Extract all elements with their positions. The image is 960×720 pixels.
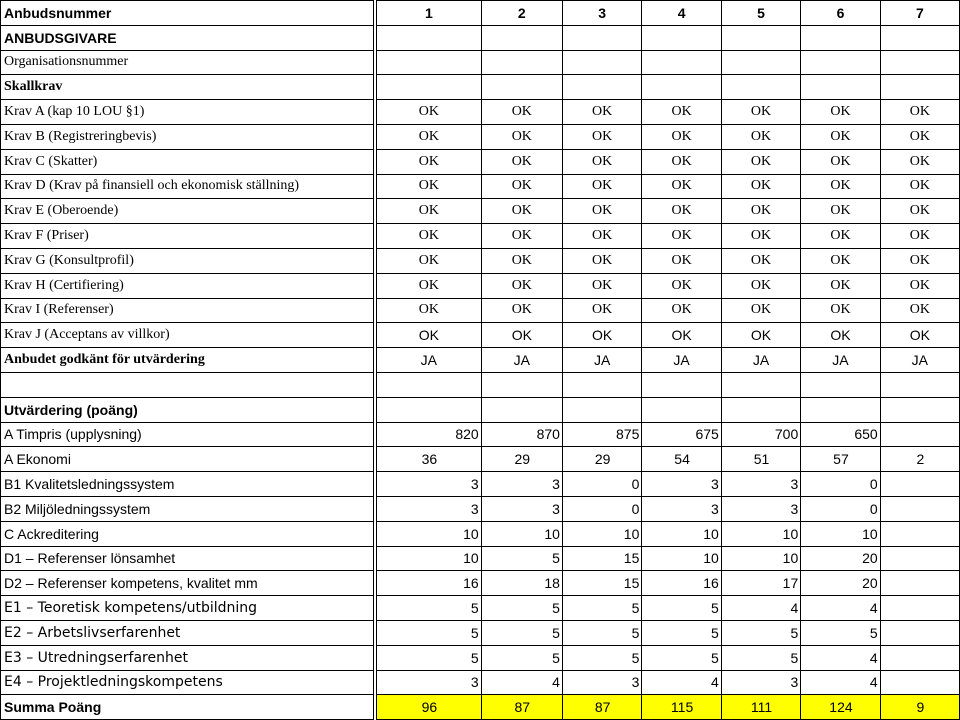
value-cell[interactable]: OK <box>721 224 800 249</box>
e1-row <box>1 596 960 621</box>
value-cell[interactable]: OK <box>642 124 721 149</box>
value-cell[interactable]: OK <box>801 224 880 249</box>
value-cell[interactable]: OK <box>801 124 880 149</box>
value-cell[interactable]: OK <box>721 199 800 224</box>
value-cell[interactable]: 54 <box>642 447 721 472</box>
value-cell[interactable]: 5 <box>375 596 481 621</box>
value-cell[interactable]: OK <box>642 100 721 125</box>
row-label[interactable]: Krav I (Referenser) <box>1 298 376 323</box>
value-cell[interactable]: 3 <box>375 496 481 521</box>
value-cell[interactable]: OK <box>880 248 959 273</box>
value-cell[interactable]: 10 <box>642 521 721 546</box>
value-cell[interactable]: 15 <box>562 571 641 596</box>
value-cell[interactable]: 3 <box>642 496 721 521</box>
value-cell[interactable]: OK <box>562 149 641 174</box>
value-cell[interactable] <box>880 25 959 50</box>
value-cell[interactable]: OK <box>721 124 800 149</box>
value-cell[interactable]: OK <box>481 199 562 224</box>
value-cell[interactable]: 10 <box>562 521 641 546</box>
krav-i-row <box>1 298 960 323</box>
value-cell[interactable] <box>562 397 641 422</box>
row-label[interactable]: Krav H (Certifiering) <box>1 273 376 298</box>
value-cell[interactable]: OK <box>481 100 562 125</box>
value-cell[interactable]: 10 <box>375 521 481 546</box>
krav-e-row <box>1 199 960 224</box>
value-cell[interactable] <box>880 521 959 546</box>
value-cell[interactable]: 3 <box>721 670 800 695</box>
skallkrav-row <box>1 75 960 100</box>
value-cell[interactable] <box>880 472 959 497</box>
value-cell[interactable]: OK <box>375 273 481 298</box>
value-cell[interactable]: 5 <box>481 620 562 645</box>
row-label[interactable]: Organisationsnummer <box>1 50 376 75</box>
value-cell[interactable]: OK <box>375 199 481 224</box>
value-cell[interactable]: 5 <box>721 645 800 670</box>
value-cell[interactable] <box>481 75 562 100</box>
value-cell[interactable]: 10 <box>721 546 800 571</box>
value-cell[interactable]: 675 <box>642 422 721 447</box>
value-cell[interactable] <box>880 75 959 100</box>
value-cell[interactable]: OK <box>375 323 481 348</box>
value-cell[interactable]: 5 <box>481 596 562 621</box>
bid-number-cell[interactable]: 4 <box>642 1 721 26</box>
value-cell[interactable] <box>481 372 562 397</box>
value-cell[interactable] <box>880 422 959 447</box>
value-cell[interactable]: OK <box>562 124 641 149</box>
value-cell[interactable]: 5 <box>642 596 721 621</box>
value-cell[interactable]: 3 <box>375 472 481 497</box>
header-label: Anbudsnummer <box>1 1 376 26</box>
krav-h-row <box>1 273 960 298</box>
value-cell[interactable]: 0 <box>801 496 880 521</box>
row-label[interactable]: D1 – Referenser lönsamhet <box>1 546 376 571</box>
value-cell[interactable] <box>880 496 959 521</box>
row-label[interactable]: C Ackreditering <box>1 521 376 546</box>
value-cell[interactable]: OK <box>642 298 721 323</box>
value-cell[interactable] <box>642 50 721 75</box>
value-cell[interactable] <box>880 596 959 621</box>
value-cell[interactable]: 5 <box>562 645 641 670</box>
value-cell[interactable]: OK <box>801 323 880 348</box>
value-cell[interactable]: 5 <box>721 620 800 645</box>
value-cell[interactable]: 29 <box>481 447 562 472</box>
timpris-row <box>1 422 960 447</box>
krav-d-row <box>1 174 960 199</box>
bid-number-cell[interactable]: 1 <box>375 1 481 26</box>
bid-number-cell[interactable]: 7 <box>880 1 959 26</box>
value-cell[interactable]: 0 <box>562 496 641 521</box>
value-cell[interactable]: OK <box>375 298 481 323</box>
value-cell[interactable]: 0 <box>801 472 880 497</box>
value-cell[interactable]: 96 <box>375 695 481 720</box>
value-cell[interactable]: 3 <box>562 670 641 695</box>
value-cell[interactable] <box>880 372 959 397</box>
value-cell[interactable]: 18 <box>481 571 562 596</box>
d1-row <box>1 546 960 571</box>
value-cell[interactable]: 111 <box>721 695 800 720</box>
value-cell[interactable]: OK <box>562 100 641 125</box>
value-cell[interactable]: 4 <box>721 596 800 621</box>
value-cell[interactable]: OK <box>481 273 562 298</box>
value-cell[interactable]: 3 <box>721 496 800 521</box>
summa-row <box>1 695 960 720</box>
b2-row <box>1 496 960 521</box>
value-cell[interactable]: 87 <box>562 695 641 720</box>
value-cell[interactable]: OK <box>481 124 562 149</box>
value-cell[interactable] <box>642 372 721 397</box>
header-row <box>1 1 960 26</box>
row-label[interactable] <box>1 372 376 397</box>
value-cell[interactable]: 10 <box>721 521 800 546</box>
value-cell[interactable]: 700 <box>721 422 800 447</box>
value-cell[interactable] <box>375 75 481 100</box>
value-cell[interactable]: OK <box>880 298 959 323</box>
value-cell[interactable]: OK <box>375 174 481 199</box>
value-cell[interactable] <box>375 25 481 50</box>
value-cell[interactable]: 5 <box>801 620 880 645</box>
value-cell[interactable]: OK <box>721 174 800 199</box>
row-label[interactable]: Krav E (Oberoende) <box>1 199 376 224</box>
value-cell[interactable]: 5 <box>562 596 641 621</box>
organisationsnummer-row <box>1 50 960 75</box>
bid-number-cell[interactable]: 2 <box>481 1 562 26</box>
value-cell[interactable] <box>721 397 800 422</box>
row-label[interactable]: A Ekonomi <box>1 447 376 472</box>
value-cell[interactable] <box>880 670 959 695</box>
value-cell[interactable]: OK <box>562 323 641 348</box>
value-cell[interactable]: 10 <box>375 546 481 571</box>
value-cell[interactable]: OK <box>721 323 800 348</box>
value-cell[interactable] <box>880 620 959 645</box>
value-cell[interactable]: 4 <box>801 670 880 695</box>
value-cell[interactable]: 4 <box>481 670 562 695</box>
utvardering-row <box>1 397 960 422</box>
value-cell[interactable]: OK <box>642 248 721 273</box>
e4-row <box>1 670 960 695</box>
value-cell[interactable] <box>562 372 641 397</box>
row-label[interactable]: Summa Poäng <box>1 695 376 720</box>
value-cell[interactable]: OK <box>481 224 562 249</box>
row-label[interactable]: Krav A (kap 10 LOU §1) <box>1 100 376 125</box>
row-label[interactable]: Krav F (Priser) <box>1 224 376 249</box>
e3-row <box>1 645 960 670</box>
value-cell[interactable]: 57 <box>801 447 880 472</box>
value-cell[interactable]: 3 <box>721 472 800 497</box>
krav-a-row <box>1 100 960 125</box>
value-cell[interactable]: 16 <box>375 571 481 596</box>
value-cell[interactable]: 2 <box>880 447 959 472</box>
value-cell[interactable] <box>721 75 800 100</box>
row-label[interactable]: B1 Kvalitetsledningssystem <box>1 472 376 497</box>
value-cell[interactable]: JA <box>801 348 880 373</box>
krav-j-row <box>1 323 960 348</box>
value-cell[interactable]: JA <box>880 348 959 373</box>
value-cell[interactable] <box>801 25 880 50</box>
value-cell[interactable] <box>375 397 481 422</box>
value-cell[interactable]: OK <box>642 273 721 298</box>
value-cell[interactable]: OK <box>721 298 800 323</box>
value-cell[interactable]: 4 <box>642 670 721 695</box>
value-cell[interactable] <box>880 397 959 422</box>
value-cell[interactable]: JA <box>375 348 481 373</box>
krav-g-row <box>1 248 960 273</box>
value-cell[interactable]: OK <box>562 199 641 224</box>
value-cell[interactable]: OK <box>721 248 800 273</box>
row-label[interactable]: Skallkrav <box>1 75 376 100</box>
value-cell[interactable]: JA <box>481 348 562 373</box>
value-cell[interactable]: 5 <box>481 546 562 571</box>
value-cell[interactable]: OK <box>801 248 880 273</box>
value-cell[interactable] <box>880 571 959 596</box>
value-cell[interactable]: OK <box>375 224 481 249</box>
value-cell[interactable] <box>801 397 880 422</box>
value-cell[interactable]: 4 <box>801 596 880 621</box>
value-cell[interactable]: 3 <box>481 472 562 497</box>
value-cell[interactable]: 5 <box>642 645 721 670</box>
value-cell[interactable] <box>375 50 481 75</box>
value-cell[interactable]: OK <box>880 323 959 348</box>
value-cell[interactable]: 5 <box>562 620 641 645</box>
value-cell[interactable]: OK <box>562 273 641 298</box>
value-cell[interactable]: OK <box>481 298 562 323</box>
value-cell[interactable]: OK <box>562 298 641 323</box>
value-cell[interactable]: 5 <box>481 645 562 670</box>
bid-number-cell[interactable]: 5 <box>721 1 800 26</box>
value-cell[interactable]: JA <box>642 348 721 373</box>
value-cell[interactable]: OK <box>880 199 959 224</box>
value-cell[interactable] <box>721 372 800 397</box>
krav-f-row <box>1 224 960 249</box>
row-label[interactable]: Utvärdering (poäng) <box>1 397 376 422</box>
d2-row <box>1 571 960 596</box>
value-cell[interactable] <box>721 25 800 50</box>
value-cell[interactable]: OK <box>375 124 481 149</box>
row-label[interactable]: D2 – Referenser kompetens, kvalitet mm <box>1 571 376 596</box>
value-cell[interactable]: JA <box>721 348 800 373</box>
value-cell[interactable]: 16 <box>642 571 721 596</box>
value-cell[interactable]: OK <box>481 248 562 273</box>
value-cell[interactable]: OK <box>801 273 880 298</box>
row-label[interactable]: Krav J (Acceptans av villkor) <box>1 323 376 348</box>
value-cell[interactable]: 5 <box>642 620 721 645</box>
row-label[interactable]: Krav D (Krav på finansiell och ekonomisk ställning) <box>1 174 376 199</box>
value-cell[interactable]: 10 <box>481 521 562 546</box>
value-cell[interactable]: 124 <box>801 695 880 720</box>
value-cell[interactable]: OK <box>481 323 562 348</box>
value-cell[interactable] <box>481 397 562 422</box>
value-cell[interactable]: 20 <box>801 571 880 596</box>
krav-c-row <box>1 149 960 174</box>
value-cell[interactable]: 650 <box>801 422 880 447</box>
value-cell[interactable]: 5 <box>375 620 481 645</box>
value-cell[interactable]: JA <box>562 348 641 373</box>
row-label[interactable]: ANBUDSGIVARE <box>1 25 376 50</box>
value-cell[interactable]: OK <box>880 124 959 149</box>
value-cell[interactable]: OK <box>642 323 721 348</box>
value-cell[interactable]: 51 <box>721 447 800 472</box>
value-cell[interactable]: OK <box>642 224 721 249</box>
ekonomi-row <box>1 447 960 472</box>
value-cell[interactable]: OK <box>801 174 880 199</box>
value-cell[interactable] <box>642 75 721 100</box>
value-cell[interactable]: 0 <box>562 472 641 497</box>
value-cell[interactable]: 115 <box>642 695 721 720</box>
b1-row <box>1 472 960 497</box>
value-cell[interactable]: OK <box>562 248 641 273</box>
value-cell[interactable]: OK <box>375 100 481 125</box>
value-cell[interactable] <box>481 50 562 75</box>
value-cell[interactable]: OK <box>721 149 800 174</box>
value-cell[interactable]: OK <box>642 174 721 199</box>
row-label[interactable]: E1 – Teoretisk kompetens/utbildning <box>1 596 376 621</box>
bid-number-cell[interactable]: 3 <box>562 1 641 26</box>
row-label[interactable]: Anbudet godkänt för utvärdering <box>1 348 376 373</box>
krav-b-row <box>1 124 960 149</box>
row-label[interactable]: B2 Miljöledningssystem <box>1 496 376 521</box>
value-cell[interactable]: OK <box>721 100 800 125</box>
value-cell[interactable]: OK <box>481 149 562 174</box>
value-cell[interactable]: 820 <box>375 422 481 447</box>
value-cell[interactable]: 3 <box>375 670 481 695</box>
value-cell[interactable]: OK <box>801 298 880 323</box>
value-cell[interactable]: 875 <box>562 422 641 447</box>
godkant-row <box>1 348 960 373</box>
value-cell[interactable]: 3 <box>642 472 721 497</box>
value-cell[interactable]: 5 <box>375 645 481 670</box>
value-cell[interactable] <box>880 546 959 571</box>
value-cell[interactable] <box>562 50 641 75</box>
value-cell[interactable] <box>481 25 562 50</box>
value-cell[interactable]: 3 <box>481 496 562 521</box>
row-label[interactable]: A Timpris (upplysning) <box>1 422 376 447</box>
value-cell[interactable] <box>801 372 880 397</box>
value-cell[interactable] <box>721 50 800 75</box>
row-label[interactable]: Krav C (Skatter) <box>1 149 376 174</box>
value-cell[interactable] <box>562 25 641 50</box>
value-cell[interactable] <box>801 75 880 100</box>
c-row <box>1 521 960 546</box>
value-cell[interactable] <box>642 25 721 50</box>
value-cell[interactable]: OK <box>562 224 641 249</box>
value-cell[interactable] <box>562 75 641 100</box>
row-label[interactable]: E3 – Utredningserfarenhet <box>1 645 376 670</box>
row-label[interactable]: E4 – Projektledningskompetens <box>1 670 376 695</box>
value-cell[interactable] <box>642 397 721 422</box>
row-label[interactable]: E2 – Arbetslivserfarenhet <box>1 620 376 645</box>
value-cell[interactable]: OK <box>375 149 481 174</box>
row-label[interactable]: Krav B (Registreringbevis) <box>1 124 376 149</box>
value-cell[interactable]: OK <box>375 248 481 273</box>
value-cell[interactable]: OK <box>801 100 880 125</box>
anbudsgivare-row <box>1 25 960 50</box>
value-cell[interactable]: OK <box>801 149 880 174</box>
value-cell[interactable]: OK <box>642 199 721 224</box>
value-cell[interactable]: 17 <box>721 571 800 596</box>
value-cell[interactable]: OK <box>562 174 641 199</box>
value-cell[interactable]: 87 <box>481 695 562 720</box>
value-cell[interactable]: 29 <box>562 447 641 472</box>
value-cell[interactable]: 9 <box>880 695 959 720</box>
value-cell[interactable]: 20 <box>801 546 880 571</box>
value-cell[interactable] <box>880 645 959 670</box>
value-cell[interactable]: OK <box>721 273 800 298</box>
value-cell[interactable] <box>880 50 959 75</box>
value-cell[interactable]: 10 <box>642 546 721 571</box>
value-cell[interactable]: 4 <box>801 645 880 670</box>
value-cell[interactable]: OK <box>880 174 959 199</box>
value-cell[interactable]: 870 <box>481 422 562 447</box>
value-cell[interactable]: OK <box>880 224 959 249</box>
value-cell[interactable]: OK <box>481 174 562 199</box>
blank-row <box>1 372 960 397</box>
value-cell[interactable]: 36 <box>375 447 481 472</box>
bid-number-cell[interactable]: 6 <box>801 1 880 26</box>
value-cell[interactable]: 15 <box>562 546 641 571</box>
value-cell[interactable]: OK <box>880 149 959 174</box>
value-cell[interactable]: OK <box>801 199 880 224</box>
row-label[interactable]: Krav G (Konsultprofil) <box>1 248 376 273</box>
value-cell[interactable] <box>375 372 481 397</box>
value-cell[interactable]: 10 <box>801 521 880 546</box>
value-cell[interactable]: OK <box>880 273 959 298</box>
value-cell[interactable] <box>801 50 880 75</box>
value-cell[interactable]: OK <box>642 149 721 174</box>
value-cell[interactable]: OK <box>880 100 959 125</box>
e2-row <box>1 620 960 645</box>
